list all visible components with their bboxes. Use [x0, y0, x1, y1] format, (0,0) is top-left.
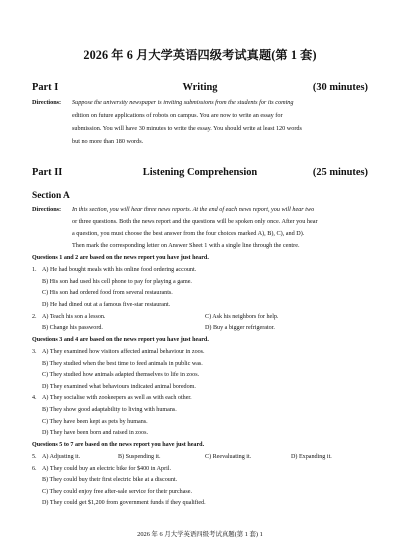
question-number: 4.: [32, 395, 37, 402]
answer-option: C) They studied how animals adapted themselves to life in zoos.: [42, 372, 200, 379]
answer-option: C) They have been kept as pets by humans.: [42, 418, 148, 425]
part2-name: Listening Comprehension: [142, 167, 258, 178]
answer-option: A) He had bought meals with his online food ordering account.: [42, 267, 197, 274]
question-group-heading: Questions 5 to 7 are based on the news report you have just heard.: [32, 441, 205, 448]
part1-directions-label: Directions:: [32, 99, 62, 106]
answer-option: B) They show good adaptability to living with humans.: [42, 407, 177, 413]
question-group-heading: Questions 1 and 2 are based on the news report you have just heard.: [32, 255, 209, 261]
part2-directions-label: Directions:: [32, 206, 62, 213]
answer-option: D) Expanding it.: [291, 454, 332, 460]
answer-option: C) They could enjoy free after-sale service for their purchase.: [42, 488, 193, 495]
part1-header: [32, 82, 368, 96]
answer-option: C) Reevaluating it.: [205, 454, 252, 460]
part1-time: (30 minutes): [312, 82, 368, 93]
answer-option: A) Teach his son a lesson.: [42, 313, 106, 320]
page-title: 2026 年 6 月大学英语四级考试真题(第 1 套): [83, 48, 317, 62]
answer-option: D) He had dined out at a famous five-star restaurant.: [42, 302, 171, 308]
answer-option: A) They could buy an electric bike for $400 in April.: [42, 465, 172, 472]
answer-option: B) Change his password.: [42, 325, 103, 332]
question-number: 5.: [32, 454, 37, 460]
answer-option: D) They examined what behaviours indicated animal boredom.: [42, 383, 196, 390]
answer-option: A) Adjusting it.: [42, 454, 81, 460]
answer-option: D) Buy a bigger refrigerator.: [205, 325, 275, 332]
part1-directions-line: edition on future applications of robots on campus. You are now to write an essay for: [72, 112, 283, 119]
part2-label: Part II: [32, 167, 63, 178]
answer-option: A) They examined how visitors affected animal behaviour in zoos.: [42, 349, 205, 355]
question-number: 2.: [32, 313, 37, 320]
answer-option: C) Ask his neighbors for help.: [205, 313, 279, 320]
part2-directions-line: Then mark the corresponding letter on Answer Sheet 1 with a single line through the centre.: [72, 242, 300, 249]
answer-option: B) His son had used his cell phone to pay for playing a game.: [42, 278, 192, 285]
part1-name: Writing: [182, 82, 218, 93]
answer-option: A) They socialise with zookeepers as well as with each other.: [42, 395, 192, 402]
part1-directions-line: but no more than 180 words.: [72, 138, 144, 145]
answer-option: C) His son had ordered food from several restaurants.: [42, 290, 173, 297]
part2-time: (25 minutes): [312, 167, 368, 178]
part2-directions-line: In this section, you will hear three news reports. At the end of each news report, you will hear two: [72, 206, 315, 213]
part1-directions-line: Suppose the university newspaper is inviting submissions from the students for its coming: [72, 99, 294, 106]
question-number: 3.: [32, 349, 37, 355]
answer-option: B) They could buy their first electric bike at a discount.: [42, 477, 178, 484]
answer-option: B) Suspending it.: [118, 454, 161, 460]
page-footer: 2026 年 6 月大学英语四级考试真题(第 1 套) 1: [137, 531, 263, 538]
part2-directions-line: a question, you must choose the best answer from the four choices marked A), B), C), and D).: [72, 230, 305, 237]
answer-option: D) They have been born and raised in zoos.: [42, 430, 148, 437]
part2-header: [32, 167, 368, 181]
answer-option: B) They studied when the best time to feed animals in public was.: [42, 360, 203, 367]
question-number: 6.: [32, 465, 37, 472]
question-group-heading: Questions 3 and 4 are based on the news report you have just heard.: [32, 336, 209, 343]
section-a-heading: Section A: [32, 191, 70, 201]
part1-directions-line: submission. You will have 30 minutes to write the essay. You should write at least 120 words: [72, 125, 302, 132]
question-number: 1.: [32, 267, 37, 274]
part2-directions-line: or three questions. Both the news report and the questions will be spoken only once. After you hear: [72, 218, 318, 225]
part1-label: Part I: [32, 82, 59, 93]
answer-option: D) They could get $1,200 from government funds if they qualified.: [42, 500, 206, 507]
